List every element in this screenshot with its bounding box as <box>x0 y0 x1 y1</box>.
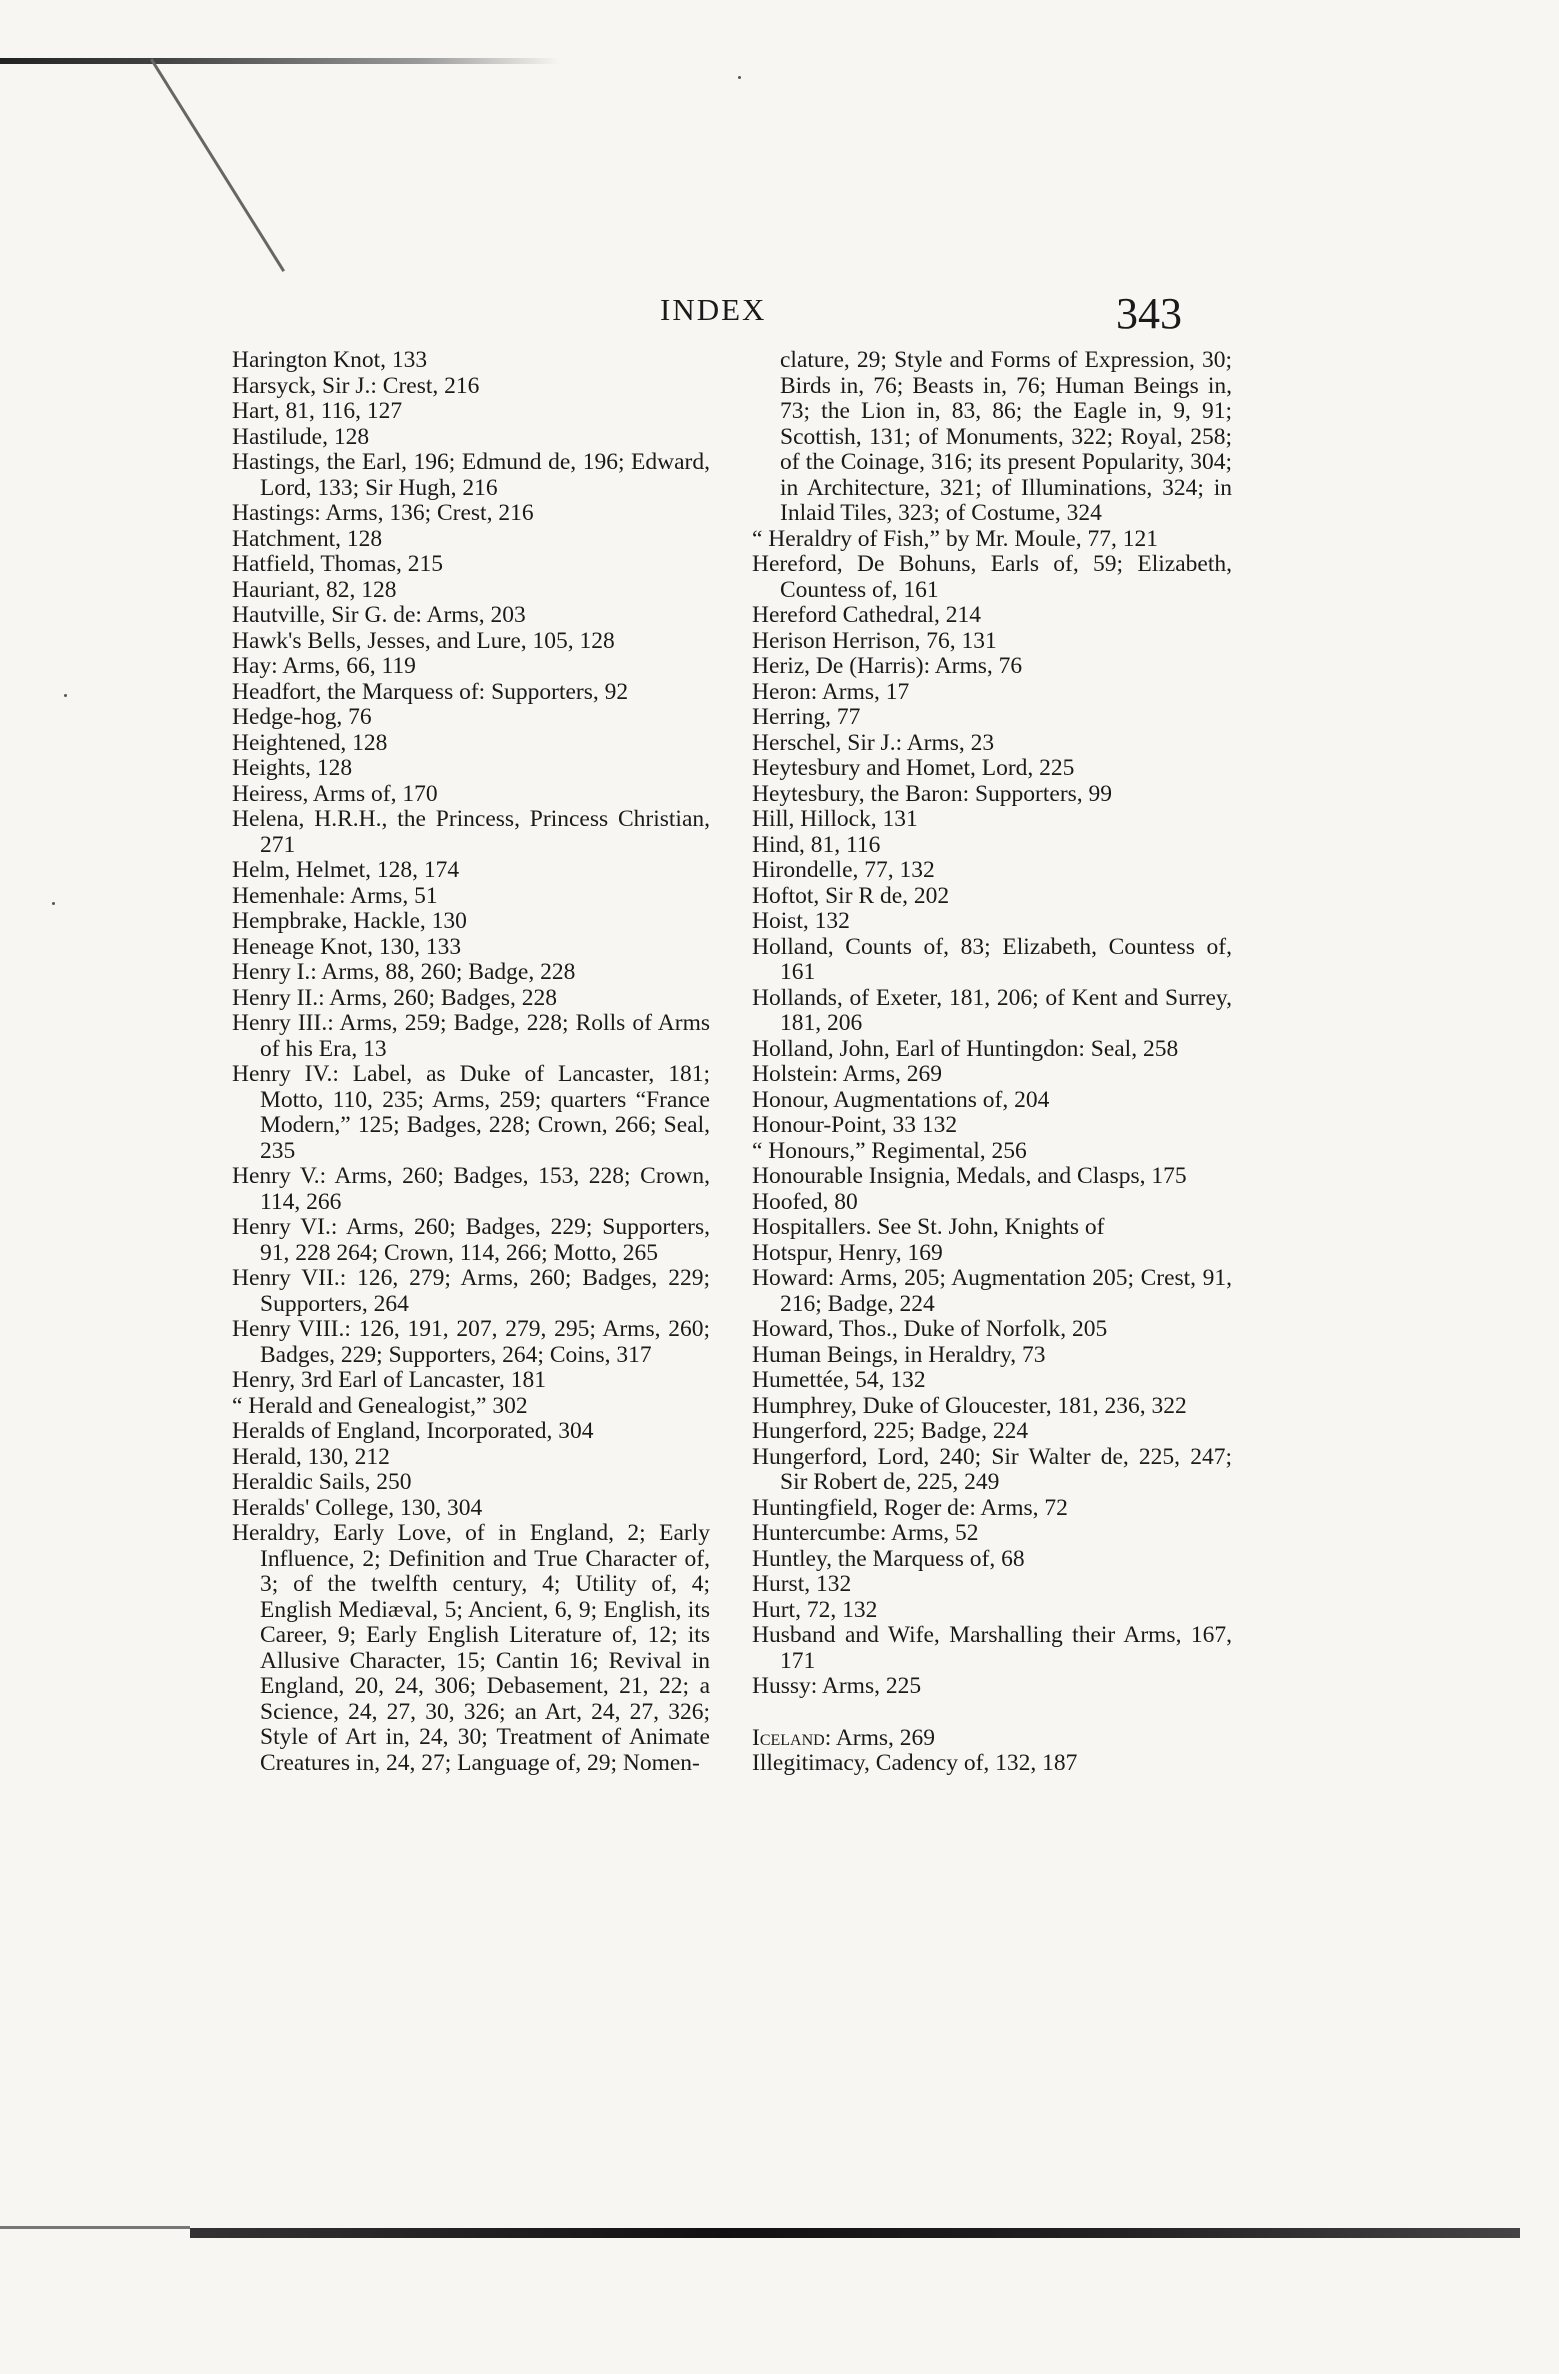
index-entry: Hurst, 132 <box>752 1571 852 1597</box>
index-entry: Hastings, the Earl, 196; Edmund de, 196; Edward, Lord, 133; Sir Hugh, 216 <box>232 449 710 501</box>
index-entry: Henry VI.: Arms, 260; Badges, 229; Supporters, 91, 228 264; Crown, 114, 266; Motto, 265 <box>232 1214 710 1266</box>
index-entry: Henry V.: Arms, 260; Badges, 153, 228; Crown, 114, 266 <box>232 1163 710 1215</box>
index-entry: Hatfield, Thomas, 215 <box>232 551 444 577</box>
index-entry: Hotspur, Henry, 169 <box>752 1239 943 1266</box>
index-entry: Heights, 128 <box>232 755 353 781</box>
index-entry: Hastings: Arms, 136; Crest, 216 <box>232 500 534 526</box>
index-entry: Huntercumbe: Arms, 52 <box>752 1520 979 1546</box>
index-entry: Huntley, the Marquess of, 68 <box>752 1545 1025 1572</box>
index-entry: Hussy: Arms, 225 <box>752 1673 922 1699</box>
scan-line-bottom <box>0 2220 1559 2242</box>
index-entry: Herison Herrison, 76, 131 <box>752 627 997 654</box>
index-entry: Harsyck, Sir J.: Crest, 216 <box>232 372 480 399</box>
index-entry: Hay: Arms, 66, 119 <box>232 653 416 679</box>
index-letter-head: Iceland <box>752 1724 825 1751</box>
index-entry: Heytesbury and Homet, Lord, 225 <box>752 755 1075 781</box>
index-entry: Hedge-hog, 76 <box>232 704 372 730</box>
index-entry: Hurt, 72, 132 <box>752 1596 878 1623</box>
index-entry: Heralds of England, Incorporated, 304 <box>232 1418 594 1444</box>
page-number: 343 <box>1116 289 1182 338</box>
index-entry: Hatchment, 128 <box>232 525 383 552</box>
scan-dot <box>738 76 741 79</box>
index-entry: Illegitimacy, Cadency of, 132, 187 <box>752 1750 1078 1776</box>
index-entry: Hungerford, 225; Badge, 224 <box>752 1418 1029 1444</box>
index-entry: Herald, 130, 212 <box>232 1443 390 1470</box>
index-entry: Hospitallers. See St. John, Knights of <box>752 1214 1105 1240</box>
index-entry: Henry II.: Arms, 260; Badges, 228 <box>232 984 558 1011</box>
index-section-gap <box>752 1700 1232 1726</box>
index-entry: Holland, John, Earl of Huntingdon: Seal, 258 <box>752 1035 1179 1062</box>
index-entry: Hill, Hillock, 131 <box>752 806 918 832</box>
index-entry: Hereford, De Bohuns, Earls of, 59; Elizabeth, Countess of, 161 <box>752 551 1232 603</box>
index-entry: Hawk's Bells, Jesses, and Lure, 105, 128 <box>232 627 615 654</box>
index-entry: Heytesbury, the Baron: Supporters, 99 <box>752 780 1113 807</box>
running-head <box>0 280 1559 340</box>
index-entry: Hollands, of Exeter, 181, 206; of Kent and Surrey, 181, 206 <box>752 984 1232 1036</box>
index-entry: Howard: Arms, 205; Augmentation 205; Crest, 91, 216; Badge, 224 <box>752 1265 1232 1317</box>
index-entry: Hastilude, 128 <box>232 423 370 450</box>
index-entry: Iceland: Arms, 269 <box>752 1724 936 1751</box>
index-entry: Huntingfield, Roger de: Arms, 72 <box>752 1494 1068 1521</box>
index-entry: Hoist, 132 <box>752 908 850 934</box>
index-entry: Henry I.: Arms, 88, 260; Badge, 228 <box>232 959 576 985</box>
index-entry: Humphrey, Duke of Gloucester, 181, 236, 322 <box>752 1392 1187 1419</box>
index-entry: Honour, Augmentations of, 204 <box>752 1086 1050 1113</box>
index-entry: Husband and Wife, Marshalling their Arms, 167, 171 <box>752 1622 1232 1674</box>
index-entry: Heightened, 128 <box>232 729 388 756</box>
index-entry: Herring, 77 <box>752 704 861 730</box>
index-entry: Honour-Point, 33 132 <box>752 1112 958 1138</box>
index-entry: Honourable Insignia, Medals, and Clasps, 175 <box>752 1163 1187 1189</box>
index-entry: Heraldry, Early Love, of in England, 2; Early Influence, 2; Definition and True Character of, 3; of the twelfth century, 4; Utility of, 4; English Mediæval, 5; Ancient, 6, 9; English, its Career, 9; Early English Literature of, 12; its Allusive Character, 15; Cantin 16; Revival in England, 20, 24, 306; Debasement, 21, 22; a Science, 24, 27, 30, 326; an Art, 24, 27, 326; Style of Art in, 24, 30; Treatment of Animate Creatures in, 24, 27; Language of, 29; Nomen- <box>232 1520 710 1776</box>
index-entry: Hind, 81, 116 <box>752 831 881 858</box>
index-entry: Hautville, Sir G. de: Arms, 203 <box>232 602 526 628</box>
index-entry: Helena, H.R.H., the Princess, Princess Christian, 271 <box>232 806 710 858</box>
index-entry: Heiress, Arms of, 170 <box>232 780 438 807</box>
index-entry: Hungerford, Lord, 240; Sir Walter de, 225, 247; Sir Robert de, 225, 249 <box>752 1443 1232 1495</box>
index-entry: Hoftot, Sir R de, 202 <box>752 882 950 909</box>
index-entry: “ Honours,” Regimental, 256 <box>752 1137 1027 1164</box>
index-entry: “ Heraldry of Fish,” by Mr. Moule, 77, 121 <box>752 525 1158 552</box>
index-entry: Hirondelle, 77, 132 <box>752 857 935 883</box>
index-entry: Henry III.: Arms, 259; Badge, 228; Rolls of Arms of his Era, 13 <box>232 1010 710 1062</box>
index-entry: “ Herald and Genealogist,” 302 <box>232 1392 528 1419</box>
index-entry: Heraldic Sails, 250 <box>232 1469 412 1495</box>
index-entry: Holland, Counts of, 83; Elizabeth, Countess of, 161 <box>752 933 1232 985</box>
index-entry: Helm, Helmet, 128, 174 <box>232 857 460 883</box>
index-entry: Headfort, the Marquess of: Supporters, 92 <box>232 678 629 705</box>
index-entry: Heron: Arms, 17 <box>752 678 910 705</box>
index-entry: clature, 29; Style and Forms of Expression, 30; Birds in, 76; Beasts in, 76; Human Beings in, 73; the Lion in, 83, 86; the Eagle in, 9, 91; Scottish, 131; of Monuments, 322; Royal, 258; of the Coinage, 316; its present Popularity, 304; in Architecture, 321; of Illuminations, 324; in Inlaid Tiles, 323; of Costume, 324 <box>780 347 1232 526</box>
scan-diagonal-mark <box>150 58 285 272</box>
index-entry: Humettée, 54, 132 <box>752 1367 926 1393</box>
index-entry: Human Beings, in Heraldry, 73 <box>752 1341 1046 1368</box>
index-entry: Heralds' College, 130, 304 <box>232 1494 483 1521</box>
index-entry: Hemenhale: Arms, 51 <box>232 882 438 909</box>
index-entry: Heriz, De (Harris): Arms, 76 <box>752 653 1023 679</box>
index-entry: Harington Knot, 133 <box>232 347 428 373</box>
index-entry: Hempbrake, Hackle, 130 <box>232 908 467 934</box>
index-entry: Hart, 81, 116, 127 <box>232 398 403 424</box>
index-entry: Henry VII.: 126, 279; Arms, 260; Badges, 229; Supporters, 264 <box>232 1265 710 1317</box>
running-title: INDEX <box>660 292 767 327</box>
index-entry: Heneage Knot, 130, 133 <box>232 933 462 960</box>
index-entry: Holstein: Arms, 269 <box>752 1061 942 1087</box>
scan-dot <box>52 902 55 905</box>
index-entry: Hauriant, 82, 128 <box>232 576 397 603</box>
index-column-left <box>232 348 710 1776</box>
index-entry: Henry VIII.: 126, 191, 207, 279, 295; Arms, 260; Badges, 229; Supporters, 264; Coins, 317 <box>232 1316 710 1368</box>
index-entry: Herschel, Sir J.: Arms, 23 <box>752 729 995 756</box>
index-entry: Hereford Cathedral, 214 <box>752 602 982 628</box>
index-entry: Howard, Thos., Duke of Norfolk, 205 <box>752 1316 1108 1342</box>
scan-line-top <box>0 58 560 64</box>
index-entry: Henry, 3rd Earl of Lancaster, 181 <box>232 1367 547 1393</box>
index-entry: Henry IV.: Label, as Duke of Lancaster, 181; Motto, 110, 235; Arms, 259; quarters “France Modern,” 125; Badges, 228; Crown, 266; Seal, 235 <box>232 1061 710 1164</box>
index-entry: Hoofed, 80 <box>752 1188 858 1215</box>
scan-dot <box>64 694 67 697</box>
index-column-right <box>752 348 1232 1777</box>
